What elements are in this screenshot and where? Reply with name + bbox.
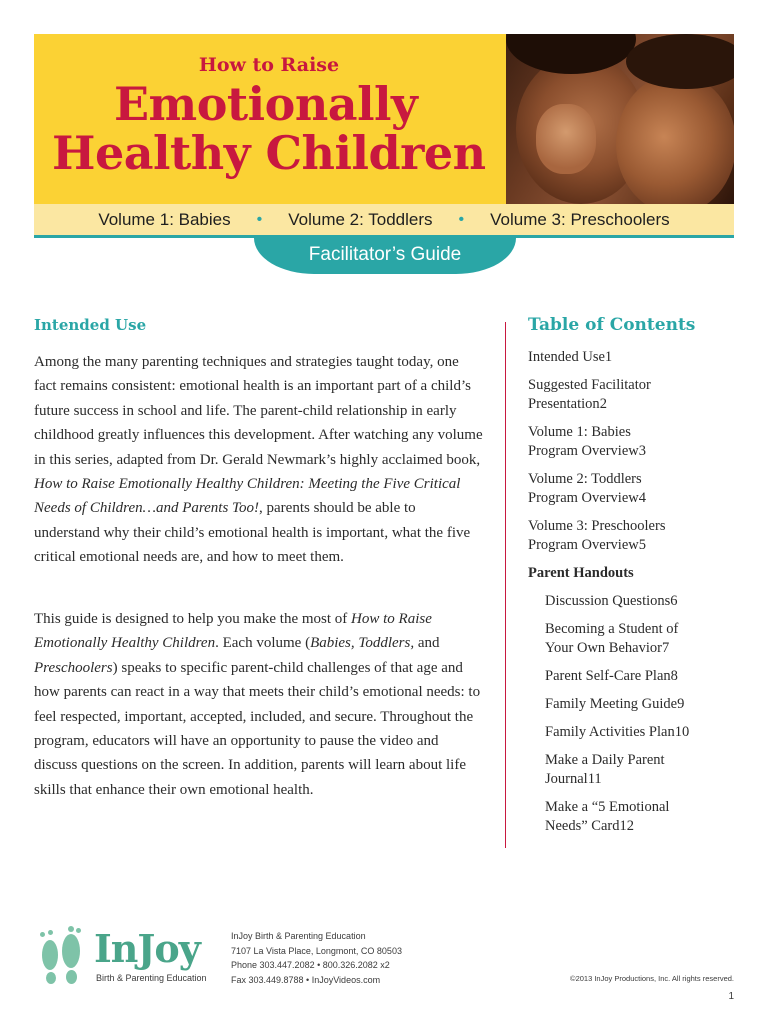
facilitators-guide-tab: Facilitator’s Guide [254, 238, 516, 274]
toc-entry [528, 517, 735, 555]
toc-entry-title: Family Meeting Guide [545, 696, 678, 712]
toc-page-number: 6 [670, 593, 678, 609]
toc-entry [545, 798, 735, 836]
volume-3-label: Volume 3: Preschoolers [490, 209, 670, 229]
volume-1-label: Volume 1: Babies [98, 209, 231, 229]
intended-use-paragraph-2: This guide is designed to help you make the most of How to Raise Emotionally Healthy Children. Each volume (Babies, Toddlers, and Preschoolers) speaks to specific parent-child challenges of that age and how parents can react in a way that meets their child’s emotional needs: to feel respected, important, accepted, included, and secure. Throughout the program, educators will have an opportunity to pause the video and discuss questions on the screen. In addition, parents will learn about life skills that enhance their own emotional health. [34, 611, 481, 798]
toc-entry-line: Volume 1: Babies [528, 424, 631, 440]
toc-entry [528, 376, 735, 414]
toc-entry-title: Presentation [528, 396, 600, 412]
toc-entry-line: Volume 2: Toddlers [528, 471, 642, 487]
toc-entry-line: Make a “5 Emotional [545, 799, 670, 815]
toc-entry [545, 723, 735, 742]
toc-entry-title: Discussion Questions [545, 593, 671, 609]
guide-subtitle: How to Raise [198, 54, 340, 76]
toc-heading: Table of Contents [528, 315, 696, 335]
toc-entry [545, 667, 735, 686]
intended-use-heading: Intended Use [34, 316, 147, 334]
toc-entry [528, 423, 735, 461]
injoy-logo: InJoy Birth & Parenting Education [38, 930, 223, 990]
toc-entry-line: Volume 3: Preschoolers [528, 518, 666, 534]
toc-entry-title: Family Activities Plan [545, 724, 675, 740]
toc-entry-line: Suggested Facilitator [528, 377, 651, 393]
toc-page-number: 3 [638, 443, 646, 459]
page-number: 1 [728, 991, 734, 1002]
mother-child-photo [506, 34, 734, 204]
toc-entry-title: Your Own Behavior [545, 640, 662, 656]
toc-entry [545, 620, 735, 658]
footprints-icon [38, 930, 90, 986]
parent-handouts-heading: Parent Handouts [528, 565, 634, 581]
title-line-1: Emotionally [114, 77, 418, 131]
toc-entry [545, 751, 735, 789]
series-title: How to Raise Emotionally Healthy Children [34, 611, 432, 652]
toc-entry [545, 592, 735, 611]
toc-page-number: 8 [670, 668, 678, 684]
toc-page-number: 11 [587, 771, 602, 787]
toc-page-number: 12 [619, 818, 634, 834]
column-divider [505, 322, 506, 848]
toc-page-number: 10 [674, 724, 690, 740]
toc-entry-title: Needs” Card [545, 818, 620, 834]
toc-entry [528, 348, 735, 367]
toc-page-number: 4 [638, 490, 646, 506]
toc-page-number: 1 [604, 349, 613, 365]
toc-page-number: 7 [661, 640, 670, 656]
toc-entry-title: Program Overview [528, 537, 639, 553]
contact-address: InJoy Birth & Parenting Education 7107 La Vista Place, Longmont, CO 80503 Phone 303.447.2082 • 800.326.2082 x2 Fax 303.449.8788 • InJoyVideos.com [231, 931, 402, 985]
guide-title [52, 77, 486, 180]
toc-entry-title: Intended Use [528, 349, 605, 365]
bullet-separator: • [458, 210, 465, 228]
toc-page-number: 9 [677, 696, 685, 712]
toc-entry-title: Journal [545, 771, 588, 787]
toc-entry-line: Becoming a Student of [545, 621, 679, 637]
toc-entry-line: Make a Daily Parent [545, 752, 665, 768]
toc-page-number: 5 [638, 537, 646, 553]
table-of-contents [528, 348, 735, 845]
volume-2-label: Volume 2: Toddlers [288, 209, 433, 229]
bullet-separator: • [256, 210, 263, 228]
copyright-notice: ©2013 InJoy Productions, Inc. All rights reserved. [570, 974, 734, 983]
toc-entry-title: Parent Self-Care Plan [545, 668, 671, 684]
toc-entry [528, 470, 735, 508]
intended-use-paragraph-1: Among the many parenting techniques and strategies taught today, one fact remains consistent: emotional health is an important part of a child’s future success in school and life. The parent-child relationship in early childhood greatly influences this development. After watching any volume in this series, adapted from Dr. Gerald Newmark’s highly acclaimed book, How to Raise Emotionally Healthy Children: Meeting the Five Critical Needs of Children…and Parents Too!, parents should be able to understand why their child’s emotional health is important, what the five critical emotional needs are, and how to meet them. [34, 354, 483, 566]
title-line-2: Healthy Children [52, 126, 486, 180]
header-banner [34, 34, 734, 204]
volume-bar [34, 204, 734, 238]
toc-entry [545, 695, 735, 714]
toc-entry-title: Program Overview [528, 443, 639, 459]
book-title: How to Raise Emotionally Healthy Children: Meeting the Five Critical Needs of Children…and Parents Too! [34, 476, 461, 517]
toc-entry-title: Program Overview [528, 490, 639, 506]
toc-page-number: 2 [599, 396, 607, 412]
